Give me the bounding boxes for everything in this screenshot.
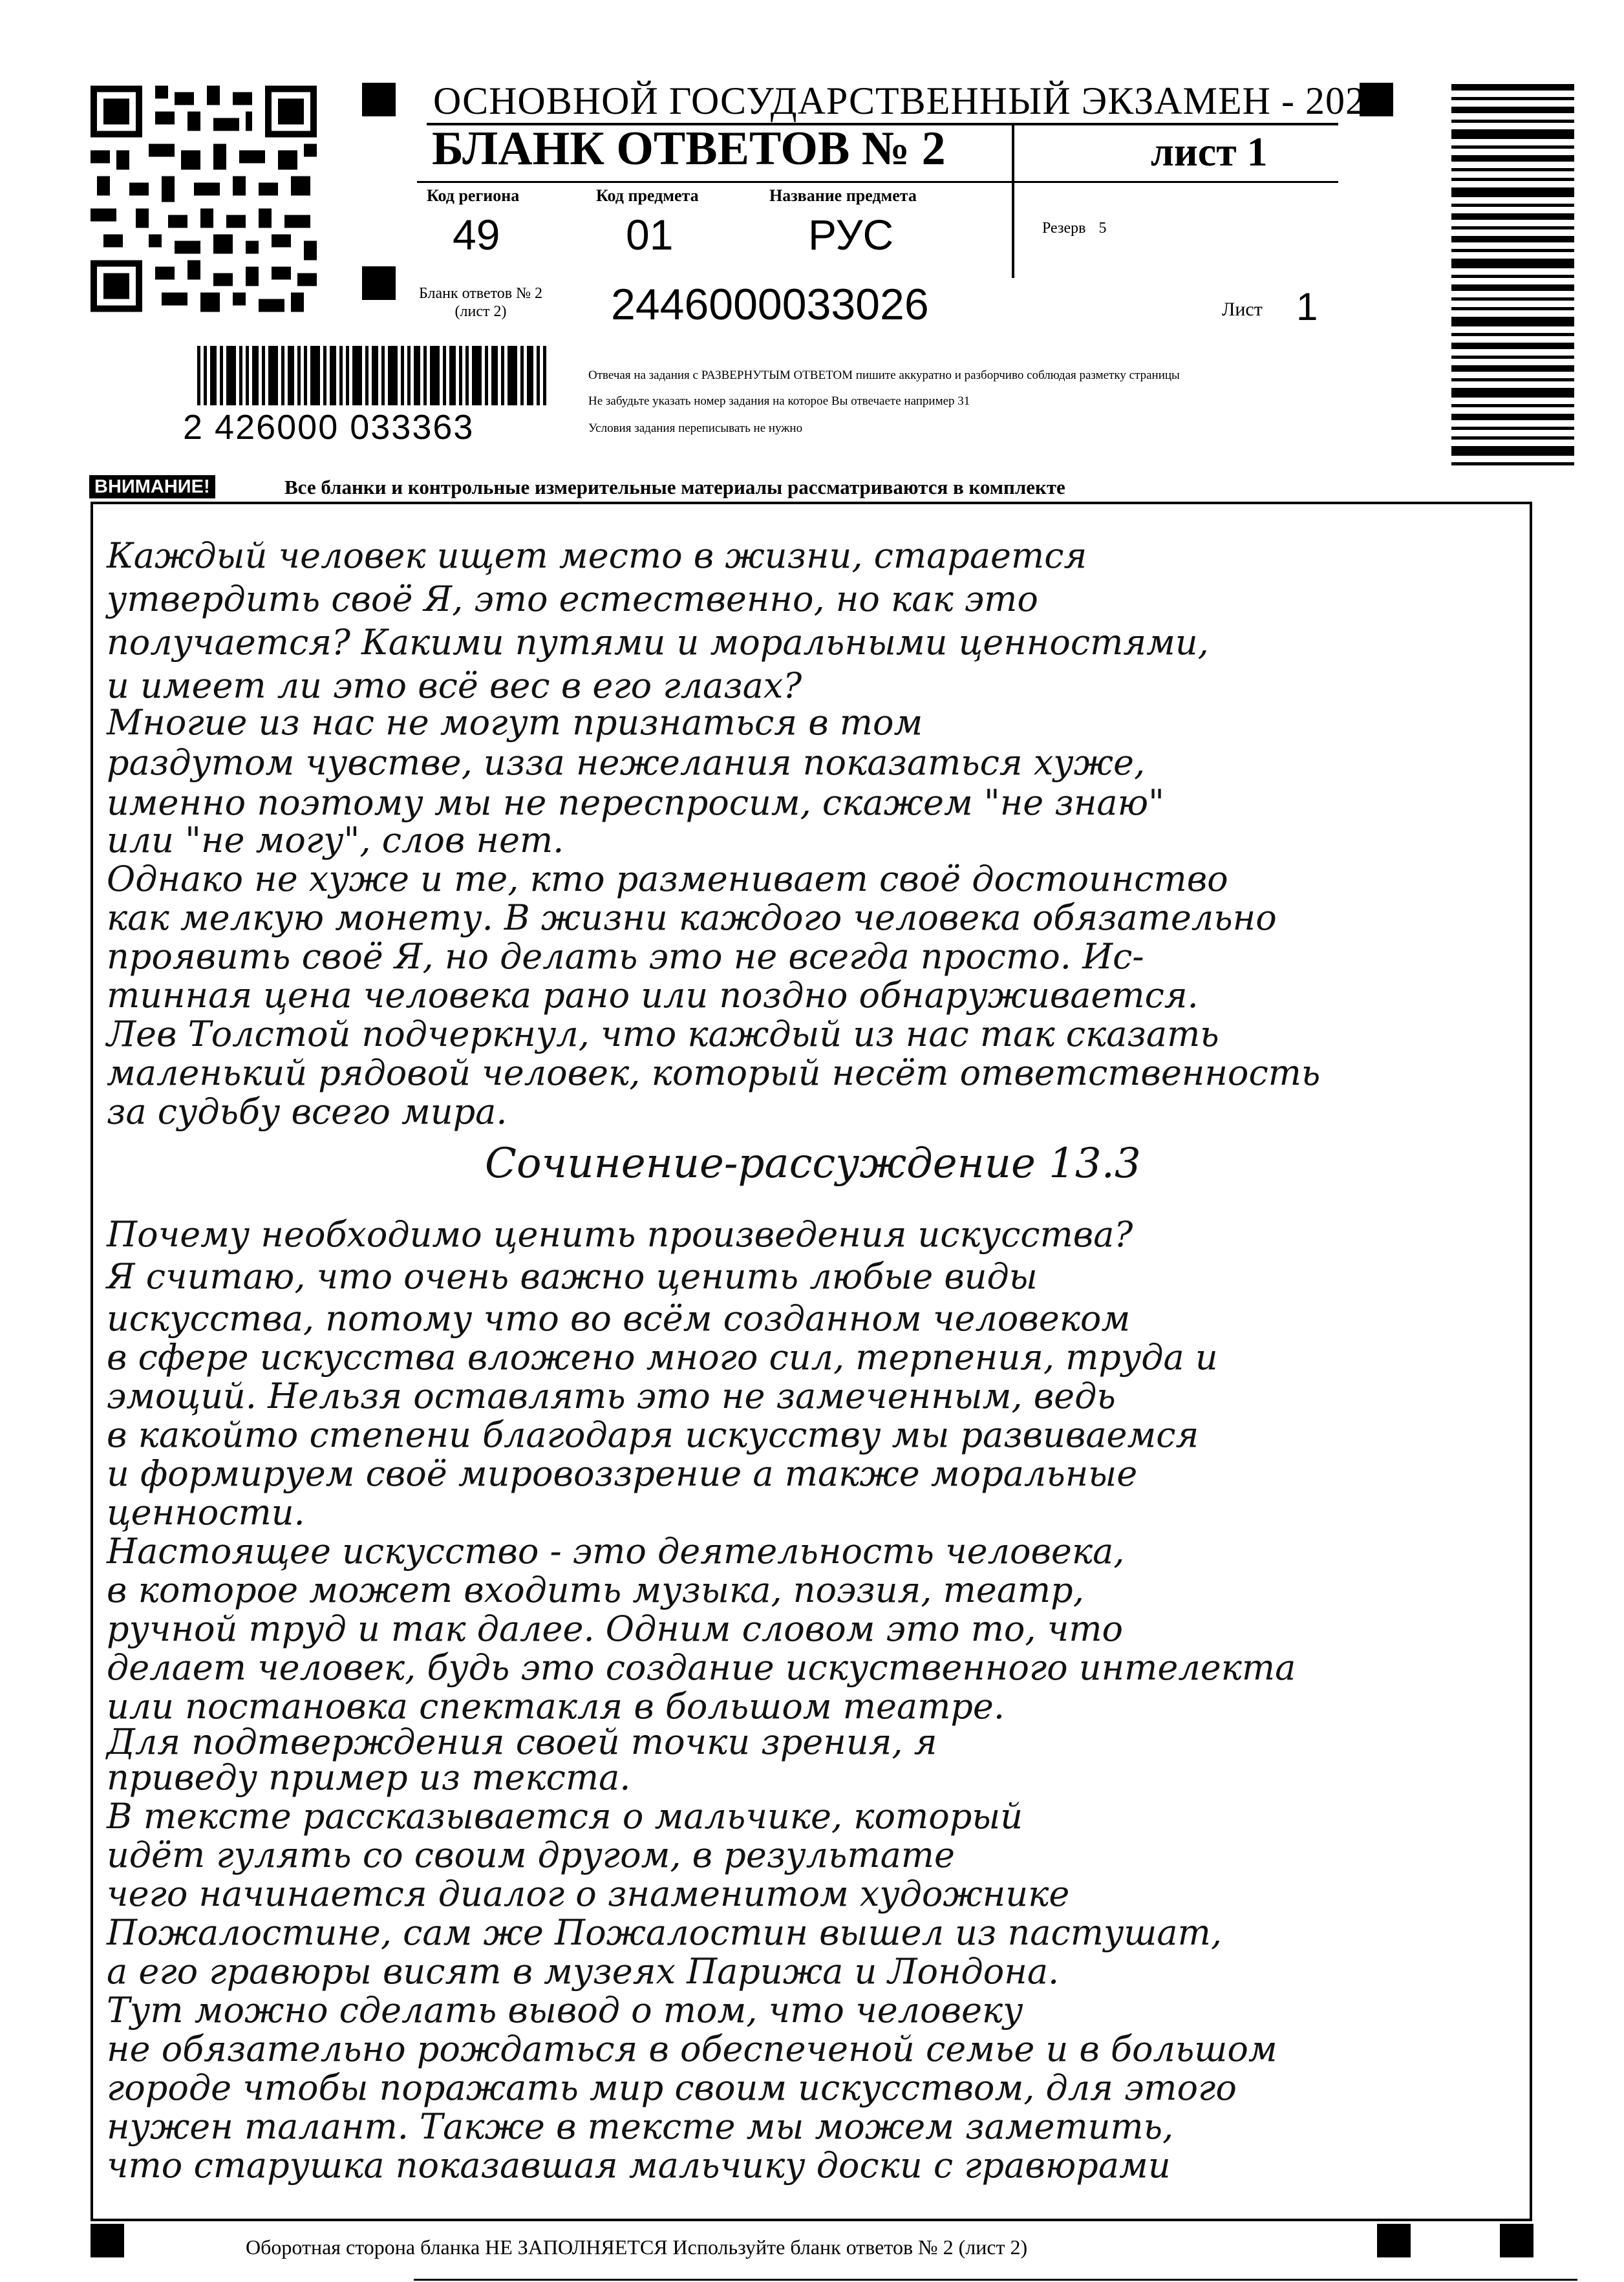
instruction-line: Не забудьте указать номер задания на которое Вы отвечаете например 31 — [588, 394, 970, 408]
handwritten-line: Каждый человек ищет место в жизни, старается — [107, 535, 1087, 576]
handwritten-line: искусства, потому что во всём созданном человеком — [107, 1298, 1131, 1339]
handwritten-line: как мелкую монету. В жизни каждого человека обязательно — [107, 897, 1277, 938]
sheet-title: лист 1 — [1151, 129, 1268, 175]
timing-mark-bottom-right2 — [1500, 2224, 1533, 2257]
blank-label — [419, 284, 542, 321]
subject-name-label: Название предмета — [769, 186, 917, 205]
handwritten-line: получается? Какими путями и моральными ценностями, — [107, 622, 1209, 663]
reserve-label: Резерв — [1042, 220, 1086, 237]
handwritten-line: в сфере искусства вложено много сил, терпения, труда и — [107, 1337, 1218, 1378]
blank-label-line1: Бланк ответов № 2 — [419, 285, 543, 302]
handwritten-line: что старушка показавшая мальчику доски с гравюрами — [107, 2145, 1171, 2186]
handwritten-line: приведу пример из текста. — [107, 1757, 631, 1798]
handwritten-line: раздутом чувстве, изза нежелания показаться хуже, — [107, 742, 1146, 783]
handwritten-line: ручной труд и так далее. Одним словом это то, что — [107, 1608, 1124, 1649]
subject-code: 01 — [626, 211, 674, 259]
instruction-line: Отвечая на задания с РАЗВЕРНУТЫМ ОТВЕТОМ пишите аккуратно и разборчиво соблюдая разметку страницы — [588, 368, 1180, 382]
handwritten-line: Настоящее искусство - это деятельность человека, — [107, 1531, 1125, 1572]
handwritten-line: маленький рядовой человек, который несёт ответственность — [107, 1052, 1321, 1093]
list-value: 1 — [1296, 285, 1318, 328]
qr-code — [91, 84, 317, 314]
side-barcode — [1451, 84, 1574, 465]
subject-name: РУС — [808, 211, 894, 259]
handwritten-line: и формируем своё мировоззрение а также моральные — [107, 1453, 1138, 1494]
reserve-value: 5 — [1098, 220, 1107, 237]
handwritten-line: Лев Толстой подчеркнул, что каждый из нас так сказать — [107, 1014, 1219, 1054]
handwritten-line: ценности. — [107, 1492, 305, 1533]
timing-mark-bottom-right1 — [1377, 2224, 1411, 2257]
handwritten-line: В тексте рассказывается о мальчике, который — [107, 1796, 1023, 1837]
handwritten-line: Тут можно сделать вывод о том, что человеку — [107, 1990, 1023, 2031]
handwritten-line: именно поэтому мы не переспросим, скажем "не знаю" — [107, 782, 1165, 823]
handwritten-line: или "не могу", слов нет. — [107, 820, 564, 860]
handwritten-line: идёт гулять со своим другом, в результате — [107, 1835, 955, 1875]
barcode-digits: 2 426000 033363 — [183, 408, 475, 447]
handwritten-line: городе чтобы поражать мир своим искусством, для этого — [107, 2067, 1237, 2108]
header-divider-vertical — [1012, 123, 1014, 278]
form-title: БЛАНК ОТВЕТОВ № 2 — [432, 122, 946, 175]
reserve-field — [1042, 220, 1106, 237]
essay-heading: Сочинение-рассуждение 13.3 — [485, 1140, 1141, 1188]
subject-code-label: Код предмета — [596, 186, 699, 205]
handwritten-line: тинная цена человека рано или поздно обнаруживается. — [107, 975, 1199, 1016]
footer-note: Оборотная сторона бланка НЕ ЗАПОЛНЯЕТСЯ Используйте бланк ответов № 2 (лист 2) — [246, 2235, 1028, 2259]
handwritten-line: не обязательно рождаться в обеспеченой семье и в большом — [107, 2029, 1277, 2069]
timing-mark-mid-left — [362, 266, 396, 300]
handwritten-line: нужен талант. Также в тексте мы можем заметить, — [107, 2106, 1174, 2147]
timing-mark-top-left — [362, 83, 396, 116]
blank-number: 2446000033026 — [611, 280, 929, 329]
handwritten-line: Пожалостине, сам же Пожалостин вышел из пастушат, — [107, 1912, 1222, 1953]
handwritten-line: за судьбу всего мира. — [107, 1091, 508, 1132]
handwritten-line: эмоций. Нельзя оставлять это не замеченным, ведь — [107, 1376, 1116, 1416]
handwritten-line: Многие из нас не могут признаться в том — [107, 702, 923, 743]
handwritten-line: Для подтверждения своей точки зрения, я — [107, 1722, 937, 1762]
attention-badge: ВНИМАНИЕ! — [89, 475, 215, 498]
list-label: Лист — [1222, 299, 1263, 320]
blank-label-line2: (лист 2) — [454, 303, 507, 320]
timing-mark-bottom-left — [91, 2224, 124, 2257]
handwritten-line: чего начинается диалог о знаменитом художнике — [107, 1873, 1070, 1914]
handwritten-line: Почему необходимо ценить произведения искусства? — [107, 1214, 1133, 1255]
handwritten-line: Я считаю, что очень важно ценить любые виды — [107, 1256, 1038, 1297]
handwritten-line: проявить своё Я, но делать это не всегда просто. Ис- — [107, 936, 1144, 977]
region-code: 49 — [453, 211, 500, 259]
handwritten-line: а его гравюры висят в музеях Парижа и Лондона. — [107, 1951, 1060, 1992]
handwritten-line: в какойто степени благодаря искусству мы развиваемся — [107, 1414, 1199, 1455]
handwritten-line: и имеет ли это всё вес в его глазах? — [107, 665, 802, 706]
handwritten-line: делает человек, будь это создание искуственного интелекта — [107, 1647, 1296, 1688]
region-code-label: Код региона — [427, 186, 520, 205]
attention-text: Все бланки и контрольные измерительные материалы рассматриваются в комплекте — [284, 476, 1065, 498]
header-divider-horizontal — [417, 181, 1338, 183]
instruction-line: Условия задания переписывать не нужно — [588, 421, 803, 435]
exam-title: ОСНОВНОЙ ГОСУДАРСТВЕННЫЙ ЭКЗАМЕН - 2024 — [433, 80, 1385, 122]
barcode — [197, 346, 546, 405]
handwritten-line: утвердить своё Я, это естественно, но как это — [107, 579, 1038, 619]
handwritten-line: в которое может входить музыка, поэзия, театр, — [107, 1570, 1084, 1610]
bottom-rule — [414, 2279, 1577, 2281]
handwritten-line: Однако не хуже и те, кто разменивает своё достоинство — [107, 858, 1228, 899]
handwritten-line: или постановка спектакля в большом театре. — [107, 1686, 1005, 1727]
